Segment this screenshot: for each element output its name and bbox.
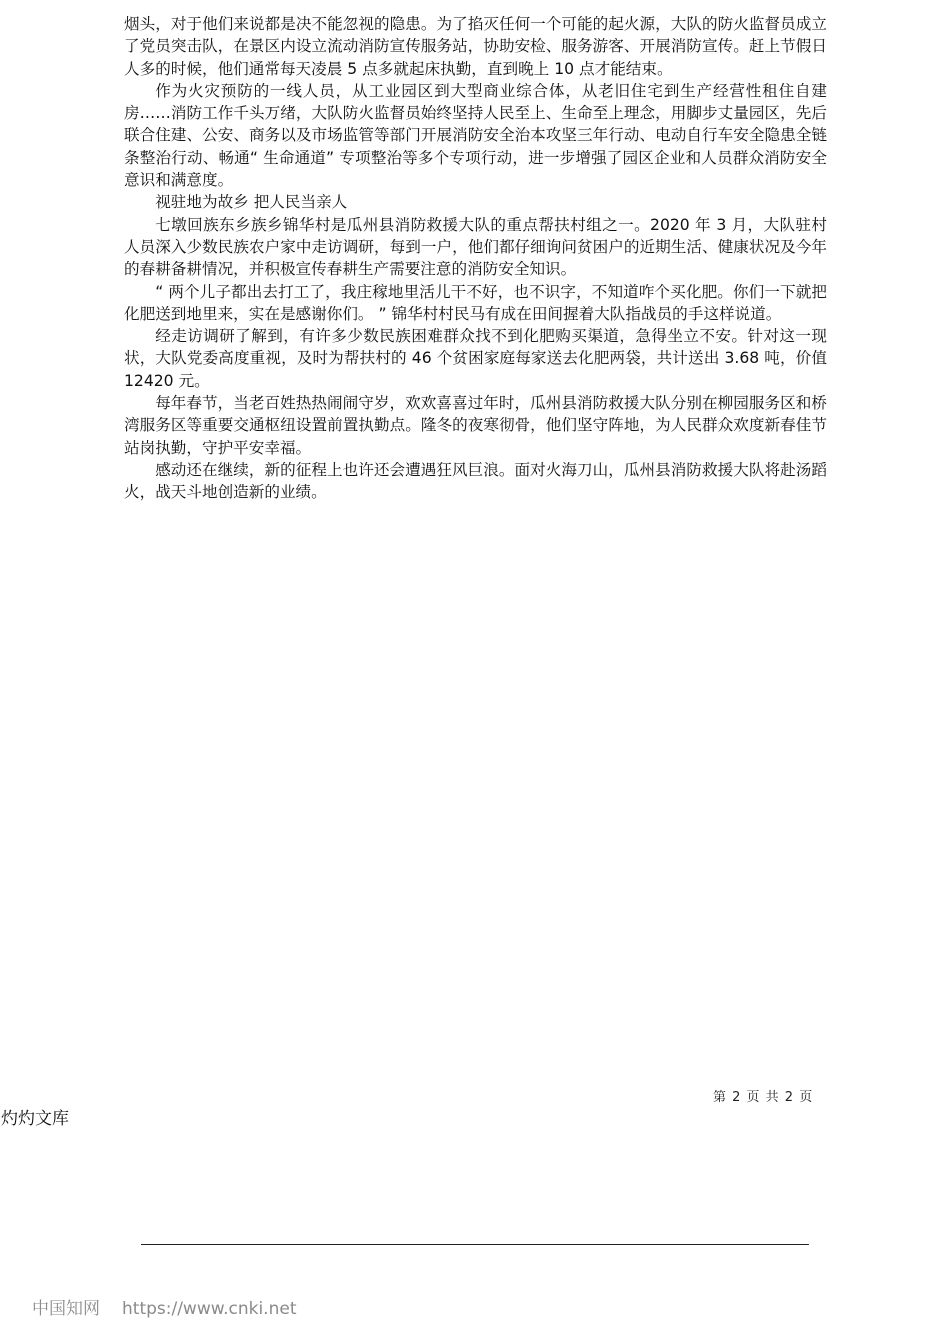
library-watermark: 灼灼文库	[1, 1109, 69, 1129]
footer-divider	[141, 1244, 809, 1245]
source-name: 中国知网	[32, 1299, 100, 1319]
paragraph: 经走访调研了解到，有许多少数民族困难群众找不到化肥购买渠道，急得坐立不安。针对这一现状，大队党委高度重视，及时为帮扶村的 46 个贫困家庭每家送去化肥两袋，共计送出 3.68 吨，价值 12420 元。	[124, 327, 827, 390]
paragraph: 感动还在继续，新的征程上也许还会遭遇狂风巨浪。面对火海刀山，瓜州县消防救援大队将赴汤蹈火，战天斗地创造新的业绩。	[124, 460, 827, 502]
page-number: 第 2 页 共 2 页	[713, 1090, 814, 1105]
paragraph-continued: 烟头，对于他们来说都是决不能忽视的隐患。为了掐灭任何一个可能的起火源，大队的防火监督员成立了党员突击队，在景区内设立流动消防宣传服务站，协助安检、服务游客、开展消防宣传。赶上节假日人多的时候，他们通常每天凌晨 5 点多就起床执勤，直到晚上 10 点才能结束。	[124, 15, 827, 78]
paragraph: 每年春节，当老百姓热热闹闹守岁，欢欢喜喜过年时，瓜州县消防救援大队分别在柳园服务区和桥湾服务区等重要交通枢纽设置前置执勤点。隆冬的夜寒彻骨，他们坚守阵地，为人民群众欢度新春佳节站岗执勤，守护平安幸福。	[124, 394, 827, 457]
paragraph: 作为火灾预防的一线人员，从工业园区到大型商业综合体，从老旧住宅到生产经营性租住自建房……消防工作千头万绪，大队防火监督员始终坚持人民至上、生命至上理念，用脚步丈量园区，先后联合住建、公安、商务以及市场监管等部门开展消防安全治本攻坚三年行动、电动自行车安全隐患全链条整治行动、畅通“ 生命通道” 专项整治等多个专项行动，进一步增强了园区企业和人员群众消防安全意识和满意度。	[124, 81, 827, 190]
source-url-link[interactable]: https://www.cnki.net	[122, 1299, 297, 1319]
paragraph: 七墩回族东乡族乡锦华村是瓜州县消防救援大队的重点帮扶村组之一。2020 年 3 月，大队驻村人员深入少数民族农户家中走访调研，每到一户，他们都仔细询问贫困户的近期生活、健康状况及今年的春耕备耕情况，并积极宣传春耕生产需要注意的消防安全知识。	[124, 215, 827, 279]
article-body	[124, 13, 827, 504]
section-heading: 视驻地为故乡 把人民当亲人	[155, 193, 348, 212]
source-footer	[32, 1294, 296, 1319]
quote-paragraph: “ 两个儿子都出去打工了，我庄稼地里活儿干不好，也不识字，不知道咋个买化肥。你们一下就把化肥送到地里来，实在是感谢你们。 ” 锦华村村民马有成在田间握着大队指战员的手这样说道。	[124, 282, 827, 323]
